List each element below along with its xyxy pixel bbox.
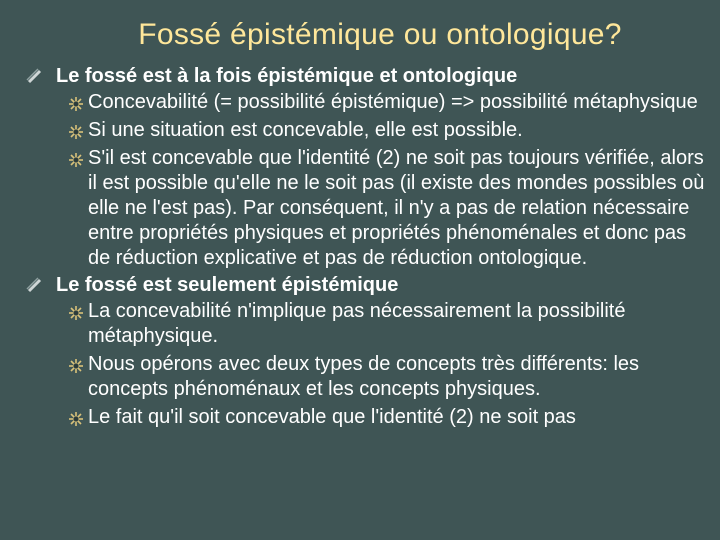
list-item — [0, 90, 720, 115]
sunburst-bullet-icon — [66, 94, 86, 114]
slide-title: Fossé épistémique ou ontologique? — [138, 18, 622, 51]
section-heading-text: Le fossé est seulement épistémique — [56, 274, 399, 296]
list-item-text: Concevabilité (= possibilité épistémique) => possibilité métaphysique — [88, 91, 698, 113]
section-heading-text: Le fossé est à la fois épistémique et ontologique — [56, 65, 518, 87]
sunburst-bullet-icon — [66, 409, 86, 429]
list-item — [0, 299, 720, 349]
list-item — [0, 352, 720, 402]
diagonal-bar-bullet-icon — [26, 277, 42, 293]
sunburst-bullet-icon — [66, 150, 86, 170]
list-item-text: Le fait qu'il soit concevable que l'identité (2) ne soit pas — [88, 406, 576, 428]
section-heading — [0, 62, 720, 90]
diagonal-bar-bullet-icon — [26, 68, 42, 84]
list-item — [0, 405, 720, 430]
list-item-text: La concevabilité n'implique pas nécessairement la possibilité métaphysique. — [88, 300, 626, 347]
list-item-text: S'il est concevable que l'identité (2) ne soit pas toujours vérifiée, alors il est possible qu'elle ne le soit pas (il existe des mondes possibles où elle ne l'est pas). Par conséquent, il n'y a pas de relation nécessaire entre propriétés physiques et propriétés phénoménales et donc pas de réduction explicative et pas de réduction ontologique. — [88, 147, 705, 269]
list-item — [0, 146, 720, 271]
list-item — [0, 118, 720, 143]
section-heading — [0, 271, 720, 299]
sunburst-bullet-icon — [66, 303, 86, 323]
sunburst-bullet-icon — [66, 356, 86, 376]
slide-body — [0, 62, 720, 430]
list-item-text: Nous opérons avec deux types de concepts très différents: les concepts phénoménaux et les concepts physiques. — [88, 353, 640, 400]
list-item-text: Si une situation est concevable, elle est possible. — [88, 119, 523, 141]
sunburst-bullet-icon — [66, 122, 86, 142]
